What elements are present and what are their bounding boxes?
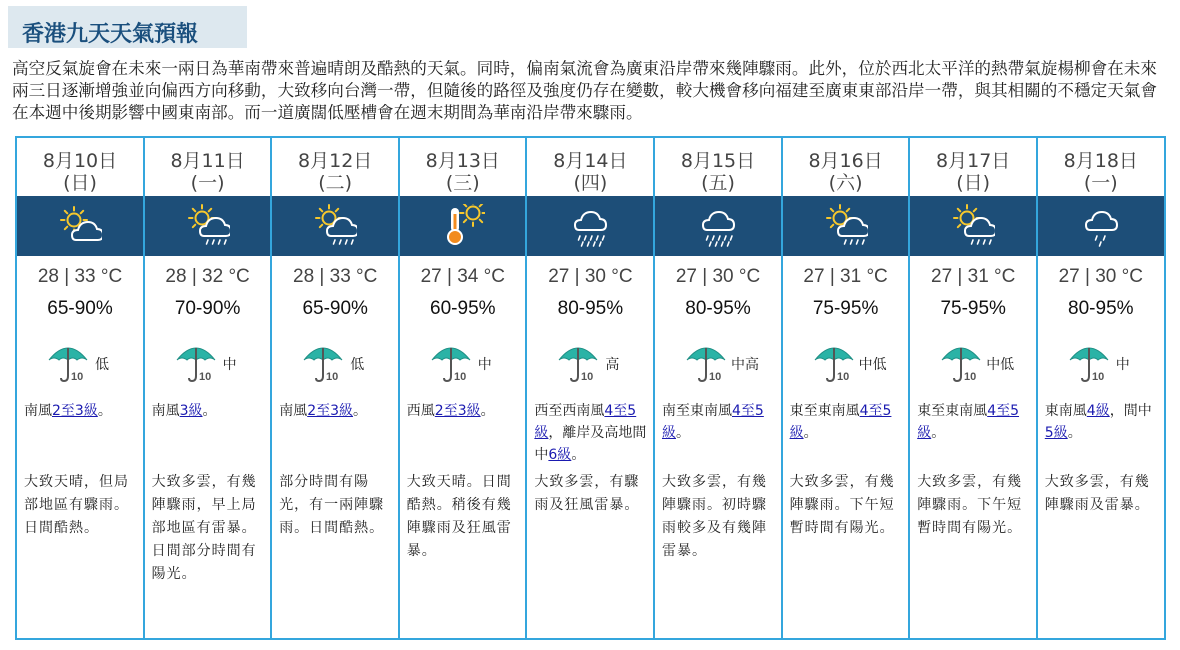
temperature-range: 28 | 33 °C	[293, 266, 378, 287]
rain-probability-label: 中高	[731, 357, 759, 373]
forecast-day-card	[143, 136, 273, 640]
beaufort-force-link[interactable]: 4至5級	[534, 403, 637, 441]
humidity-range: 80-95%	[685, 298, 751, 319]
forecast-weekday: (日)	[956, 172, 991, 194]
temperature-range: 27 | 30 °C	[548, 266, 633, 287]
weather-icon-band	[145, 196, 271, 256]
sunny-periods-showers-icon[interactable]	[315, 204, 357, 248]
temperature-range: 27 | 31 °C	[931, 266, 1016, 287]
forecast-date: 8月11日	[170, 150, 245, 172]
wind-forecast	[1045, 400, 1159, 444]
beaufort-force-link[interactable]: 4至5級	[917, 403, 1020, 441]
forecast-weekday: (四)	[573, 172, 608, 194]
rain-probability-label: 高	[605, 357, 620, 373]
umbrella-icon[interactable]	[175, 342, 217, 384]
rain-probability-label: 中低	[986, 357, 1015, 373]
forecast-weekday: (一)	[1083, 172, 1118, 194]
forecast-summary: 高空反氣旋會在未來一兩日為華南帶來普遍晴朗及酷熱的天氣。同時，偏南氣流會為廣東沿岸帶來幾陣驟雨。此外，位於西北太平洋的熱帶氣旋楊柳會在未來兩三日逐漸增強並向偏西方向移動，大致移向台灣一帶，但隨後的路徑及強度仍存在變數，較大機會移向福建至廣東東部沿岸一帶，與其相關的不穩定天氣會在本週中後期影響中國東南部。而一道廣闊低壓槽會在週末期間為華南沿岸帶來驟雨。	[12, 59, 1157, 122]
wind-text: 。	[803, 425, 818, 441]
weather-icon-band	[655, 196, 781, 256]
weather-description: 大致多雲，有驟雨及狂風雷暴。	[534, 474, 640, 513]
wind-text: 。	[931, 425, 946, 441]
temperature-range: 28 | 33 °C	[37, 266, 123, 287]
beaufort-force-link[interactable]: 3級	[179, 403, 203, 419]
page-title: 香港九天天氣預報	[22, 22, 199, 47]
umbrella-icon[interactable]	[813, 342, 855, 384]
temperature-range: 27 | 30 °C	[1058, 266, 1143, 287]
sunny-periods-cloudy-icon[interactable]	[60, 204, 102, 248]
svg-text:10: 10	[836, 371, 849, 383]
forecast-weekday: (五)	[701, 172, 735, 194]
forecast-date: 8月18日	[1063, 150, 1138, 172]
wind-text: 南至東南風	[662, 403, 732, 419]
humidity-range: 70-90%	[174, 298, 241, 319]
weather-description: 大致多雲，有幾陣驟雨。下午短暫時間有陽光。	[789, 474, 895, 536]
forecast-date: 8月17日	[936, 150, 1011, 172]
umbrella-icon[interactable]	[47, 342, 89, 384]
forecast-day-card	[270, 136, 400, 640]
beaufort-force-link[interactable]: 2至3級	[307, 403, 354, 419]
weather-icon-band	[783, 196, 909, 256]
wind-text: 。	[1067, 425, 1082, 441]
wind-text: ，間中	[1109, 403, 1152, 419]
svg-text:10: 10	[581, 371, 594, 383]
temperature-range: 28 | 32 °C	[165, 266, 250, 287]
rain-probability-label: 中低	[858, 357, 887, 373]
forecast-date: 8月12日	[298, 150, 373, 172]
weather-description: 大致天晴，但局部地區有驟雨。日間酷熱。	[24, 474, 129, 536]
forecast-weekday: (一)	[190, 172, 225, 194]
forecast-weekday: (三)	[445, 172, 480, 194]
beaufort-force-link[interactable]: 5級	[1044, 425, 1068, 441]
wind-text: ，離岸及高地間中	[534, 425, 647, 463]
umbrella-icon[interactable]	[685, 342, 727, 384]
weather-description: 部分時間有陽光，有一兩陣驟雨。日間酷熱。	[279, 474, 385, 536]
wind-forecast	[407, 400, 521, 422]
wind-text: 東至東南風	[789, 403, 860, 419]
weather-icon-band	[400, 196, 526, 256]
forecast-days	[15, 136, 1167, 639]
svg-text:10: 10	[453, 371, 467, 383]
light-showers-icon[interactable]	[1081, 204, 1123, 248]
beaufort-force-link[interactable]: 4級	[1086, 403, 1110, 419]
svg-text:10: 10	[1091, 371, 1105, 383]
svg-text:10: 10	[198, 371, 211, 383]
wind-text: 南風	[279, 403, 308, 419]
forecast-day-card	[653, 136, 783, 640]
wind-text: 東至東南風	[917, 403, 988, 419]
forecast-day-card	[15, 136, 145, 640]
weather-description: 大致天晴。日間酷熱。稍後有幾陣驟雨及狂風雷暴。	[406, 474, 512, 559]
humidity-range: 80-95%	[1068, 298, 1134, 319]
humidity-range: 80-95%	[557, 298, 624, 319]
umbrella-icon[interactable]	[302, 342, 344, 384]
forecast-day-card	[525, 136, 655, 640]
forecast-date: 8月13日	[425, 150, 500, 172]
wind-forecast	[662, 400, 776, 444]
umbrella-icon[interactable]	[430, 342, 472, 384]
umbrella-icon[interactable]	[557, 342, 599, 384]
beaufort-force-link[interactable]: 4至5級	[662, 403, 764, 441]
beaufort-force-link[interactable]: 2至3級	[52, 403, 98, 419]
temperature-range: 27 | 30 °C	[675, 266, 761, 287]
wind-text: 南風	[151, 403, 180, 419]
weather-description: 大致多雲，有幾陣驟雨。下午短暫時間有陽光。	[917, 474, 1023, 536]
wind-text: 南風	[24, 403, 52, 419]
weather-description: 大致多雲，有幾陣驟雨。初時驟雨較多及有幾陣雷暴。	[662, 474, 767, 559]
umbrella-icon[interactable]	[940, 342, 982, 384]
wind-text: 。	[202, 403, 217, 419]
rain-probability-label: 低	[95, 357, 109, 373]
beaufort-force-link[interactable]: 6級	[548, 447, 572, 463]
forecast-weekday: (日)	[63, 172, 97, 194]
temperature-range: 27 | 34 °C	[420, 266, 505, 287]
wind-text: 東南風	[1044, 403, 1087, 419]
humidity-range: 60-95%	[430, 298, 496, 319]
forecast-date: 8月15日	[680, 150, 756, 172]
heavy-showers-icon[interactable]	[698, 204, 740, 248]
sunny-periods-showers-icon[interactable]	[188, 204, 230, 248]
beaufort-force-link[interactable]: 2至3級	[434, 403, 481, 419]
rain-probability-label: 中	[477, 357, 492, 373]
rain-probability-label: 中	[222, 357, 237, 373]
weather-description: 大致多雲，有幾陣驟雨，早上局部地區有雷暴。日間部分時間有陽光。	[151, 474, 257, 582]
forecast-day-card	[908, 136, 1038, 640]
weather-description: 大致多雲，有幾陣驟雨及雷暴。	[1044, 474, 1150, 513]
svg-text:10: 10	[964, 371, 977, 383]
forecast-weekday: (六)	[828, 172, 863, 194]
hot-icon[interactable]	[443, 204, 485, 248]
forecast-day-card	[781, 136, 911, 640]
wind-forecast	[279, 400, 393, 422]
temperature-range: 27 | 31 °C	[803, 266, 888, 287]
forecast-weekday: (二)	[318, 172, 353, 194]
forecast-day-card	[1036, 136, 1166, 640]
wind-forecast	[917, 400, 1031, 444]
wind-text: 。	[676, 425, 690, 441]
sunny-periods-showers-icon[interactable]	[826, 204, 868, 248]
weather-icon-band	[910, 196, 1036, 256]
wind-text: 。	[571, 447, 586, 463]
wind-forecast	[790, 400, 904, 444]
wind-text: 。	[353, 403, 368, 419]
weather-icon-band	[17, 196, 143, 256]
humidity-range: 65-90%	[47, 298, 113, 319]
wind-text: 。	[480, 403, 495, 419]
forecast-date: 8月10日	[42, 150, 118, 172]
svg-text:10: 10	[71, 371, 84, 383]
wind-forecast	[24, 400, 138, 422]
wind-text: 。	[97, 403, 112, 419]
svg-text:10: 10	[709, 371, 722, 383]
rain-probability-label: 中	[1115, 357, 1130, 373]
weather-icon-band	[1038, 196, 1164, 256]
forecast-day-card	[398, 136, 528, 640]
weather-icon-band	[527, 196, 653, 256]
svg-text:10: 10	[326, 371, 339, 383]
humidity-range: 75-95%	[940, 298, 1006, 319]
wind-forecast	[534, 400, 648, 466]
forecast-date: 8月16日	[808, 150, 883, 172]
wind-text: 西風	[406, 403, 435, 419]
wind-forecast	[152, 400, 266, 422]
forecast-date: 8月14日	[553, 150, 628, 172]
wind-text: 西至西南風	[534, 403, 605, 419]
beaufort-force-link[interactable]: 4至5級	[789, 403, 892, 441]
title-bar	[8, 6, 247, 48]
weather-icon-band	[272, 196, 398, 256]
humidity-range: 65-90%	[302, 298, 368, 319]
umbrella-icon[interactable]	[1068, 342, 1110, 384]
heavy-showers-icon[interactable]	[570, 204, 612, 248]
rain-probability-label: 低	[350, 357, 365, 373]
sunny-periods-showers-icon[interactable]	[953, 204, 995, 248]
humidity-range: 75-95%	[812, 298, 879, 319]
